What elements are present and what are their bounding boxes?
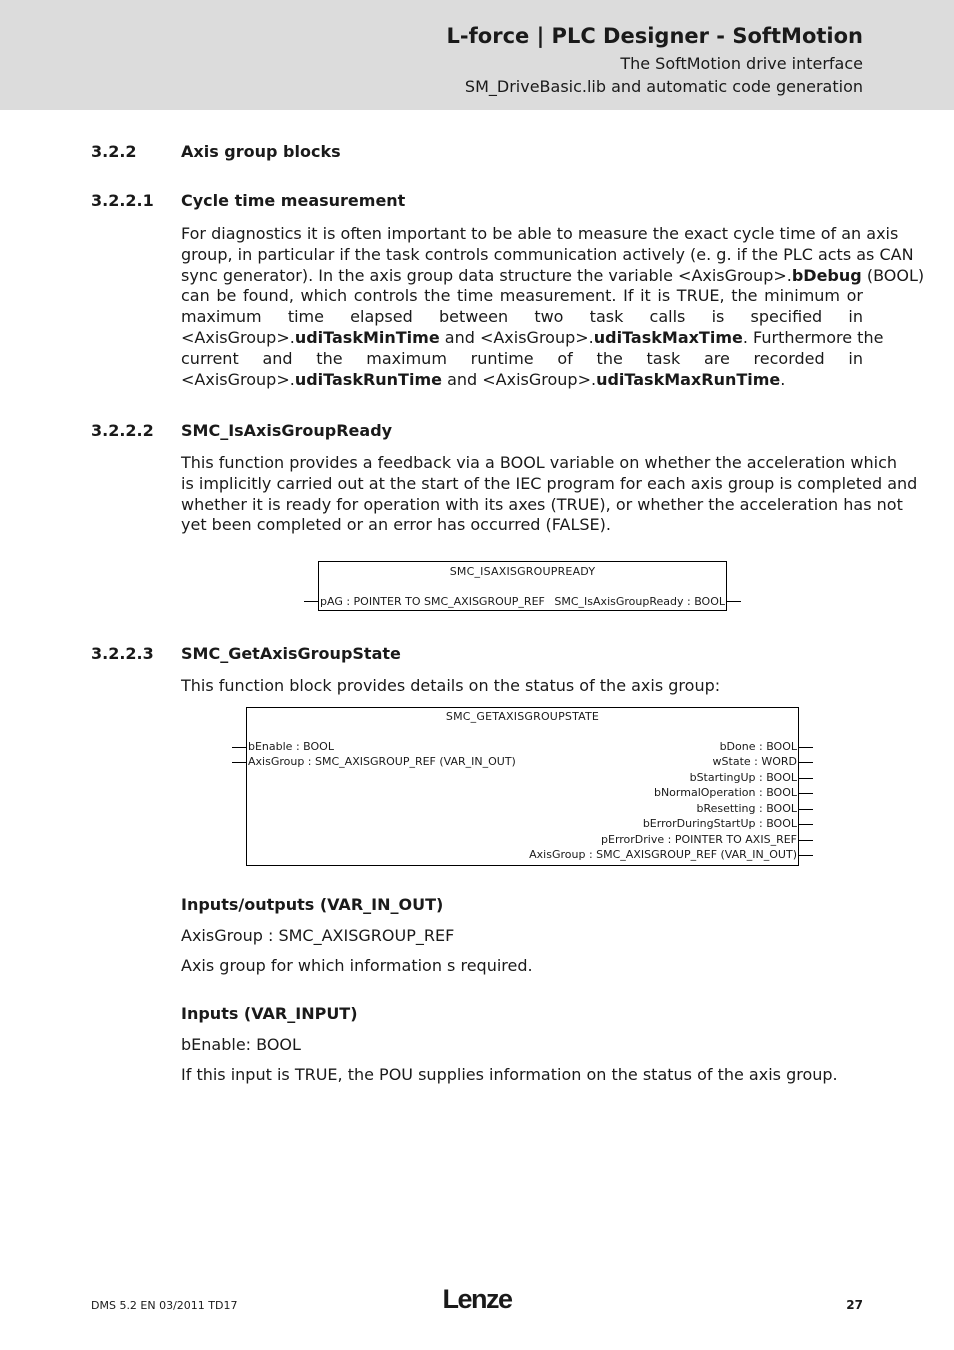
function-block-title: SMC_ISAXISGROUPREADY bbox=[449, 565, 596, 578]
text-line: <AxisGroup>.udiTaskMinTime and <AxisGroup>.udiTaskMaxTime. Furthermore the bbox=[181, 327, 884, 347]
cycle-time-paragraph bbox=[181, 224, 925, 390]
section-title-axis-group-blocks: Axis group blocks bbox=[181, 142, 341, 161]
output-pin-bnormaloperation: bNormalOperation : BOOL bbox=[653, 786, 797, 799]
output-connector-line bbox=[799, 747, 813, 748]
input-connector-line bbox=[232, 747, 246, 748]
var-udi-task-min-time: udiTaskMinTime bbox=[294, 327, 440, 347]
axisgroup-declaration: AxisGroup : SMC_AXISGROUP_REF bbox=[181, 926, 455, 945]
text-line: This function provides a feedback via a BOOL variable on whether the acceleration which bbox=[181, 453, 898, 472]
header-title: L-force | PLC Designer - SoftMotion bbox=[446, 24, 863, 48]
function-block-smc-isaxisgroupready bbox=[318, 561, 727, 611]
benable-description: If this input is TRUE, the POU supplies information on the status of the axis group. bbox=[181, 1065, 838, 1084]
getaxisgroupstate-intro: This function block provides details on the status of the axis group: bbox=[181, 676, 721, 695]
output-pin-bstartingup: bStartingUp : BOOL bbox=[689, 771, 797, 784]
section-number-3-2-2-1: 3.2.2.1 bbox=[91, 191, 154, 210]
input-pin-benable: bEnable : BOOL bbox=[248, 740, 334, 753]
input-connector-line bbox=[304, 601, 318, 602]
footer-document-id: DMS 5.2 EN 03/2011 TD17 bbox=[91, 1299, 238, 1312]
axisgroup-description: Axis group for which information s required. bbox=[181, 956, 533, 975]
subheading-var-input: Inputs (VAR_INPUT) bbox=[181, 1004, 358, 1023]
lenze-logo bbox=[437, 1284, 517, 1314]
output-connector-line bbox=[799, 840, 813, 841]
output-connector-line bbox=[799, 778, 813, 779]
text-line: For diagnostics it is often important to be able to measure the exact cycle time of an axis bbox=[181, 224, 899, 243]
output-pin-wstate: wState : WORD bbox=[712, 755, 797, 768]
output-connector-line bbox=[799, 824, 813, 825]
output-connector-line bbox=[799, 809, 813, 810]
output-connector-line bbox=[799, 793, 813, 794]
output-pin-axisgroup: AxisGroup : SMC_AXISGROUP_REF (VAR_IN_OUT) bbox=[529, 848, 797, 861]
var-udi-task-run-time: udiTaskRunTime bbox=[294, 369, 442, 389]
section-number-3-2-2-3: 3.2.2.3 bbox=[91, 644, 154, 663]
header-subtitle-chapter: The SoftMotion drive interface bbox=[620, 54, 863, 73]
section-number-3-2-2: 3.2.2 bbox=[91, 142, 137, 161]
lenze-logo-text: Lenze bbox=[442, 1284, 512, 1314]
function-block-smc-getaxisgroupstate bbox=[246, 707, 799, 866]
input-pin-axisgroup: AxisGroup : SMC_AXISGROUP_REF (VAR_IN_OUT) bbox=[248, 755, 516, 768]
output-pin-bdone: bDone : BOOL bbox=[719, 740, 797, 753]
var-bdebug: bDebug bbox=[791, 265, 862, 285]
benable-declaration: bEnable: BOOL bbox=[181, 1035, 301, 1054]
page-header bbox=[0, 0, 954, 110]
input-pin-pag: pAG : POINTER TO SMC_AXISGROUP_REF bbox=[320, 595, 545, 608]
text-line: maximum time elapsed between two task calls is specified in bbox=[181, 307, 863, 327]
text-line: yet been completed or an error has occurred (FALSE). bbox=[181, 515, 611, 535]
section-title-smc-isaxisgroupready: SMC_IsAxisGroupReady bbox=[181, 421, 393, 440]
text-line: can be found, which controls the time measurement. If it is TRUE, the minimum or bbox=[181, 286, 863, 306]
text-line: sync generator). In the axis group data structure the variable <AxisGroup>.bDebug (BOOL) bbox=[181, 265, 925, 285]
section-number-3-2-2-2: 3.2.2.2 bbox=[91, 421, 154, 440]
output-pin-berrorduringstartup: bErrorDuringStartUp : BOOL bbox=[642, 817, 797, 830]
output-pin-perrordrive: pErrorDrive : POINTER TO AXIS_REF bbox=[601, 833, 797, 846]
section-title-smc-getaxisgroupstate: SMC_GetAxisGroupState bbox=[181, 644, 401, 663]
output-connector-line bbox=[799, 855, 813, 856]
output-pin-bresetting: bResetting : BOOL bbox=[696, 802, 797, 815]
var-udi-task-max-run-time: udiTaskMaxRunTime bbox=[596, 369, 781, 389]
page-number: 27 bbox=[846, 1298, 863, 1312]
output-connector-line bbox=[799, 762, 813, 763]
text-line: group, in particular if the task controls communication actively (e. g. if the PLC acts as CAN bbox=[181, 244, 914, 264]
section-title-cycle-time: Cycle time measurement bbox=[181, 191, 406, 210]
var-udi-task-max-time: udiTaskMaxTime bbox=[593, 327, 743, 347]
function-block-title: SMC_GETAXISGROUPSTATE bbox=[445, 710, 600, 723]
subheading-var-in-out: Inputs/outputs (VAR_IN_OUT) bbox=[181, 895, 444, 914]
input-connector-line bbox=[232, 762, 246, 763]
header-subtitle-section: SM_DriveBasic.lib and automatic code generation bbox=[464, 77, 863, 96]
output-pin-result: SMC_IsAxisGroupReady : BOOL bbox=[554, 595, 725, 608]
output-connector-line bbox=[727, 601, 741, 602]
text-line: current and the maximum runtime of the task are recorded in bbox=[181, 348, 863, 368]
text-line: is implicitly carried out at the start of the IEC program for each axis group is completed and bbox=[181, 473, 918, 493]
isaxisgroupready-paragraph bbox=[181, 453, 918, 536]
text-line: whether it is ready for operation with its axes (TRUE), or whether the acceleration has not bbox=[181, 494, 903, 514]
text-line: <AxisGroup>.udiTaskRunTime and <AxisGroup>.udiTaskMaxRunTime. bbox=[181, 369, 786, 389]
